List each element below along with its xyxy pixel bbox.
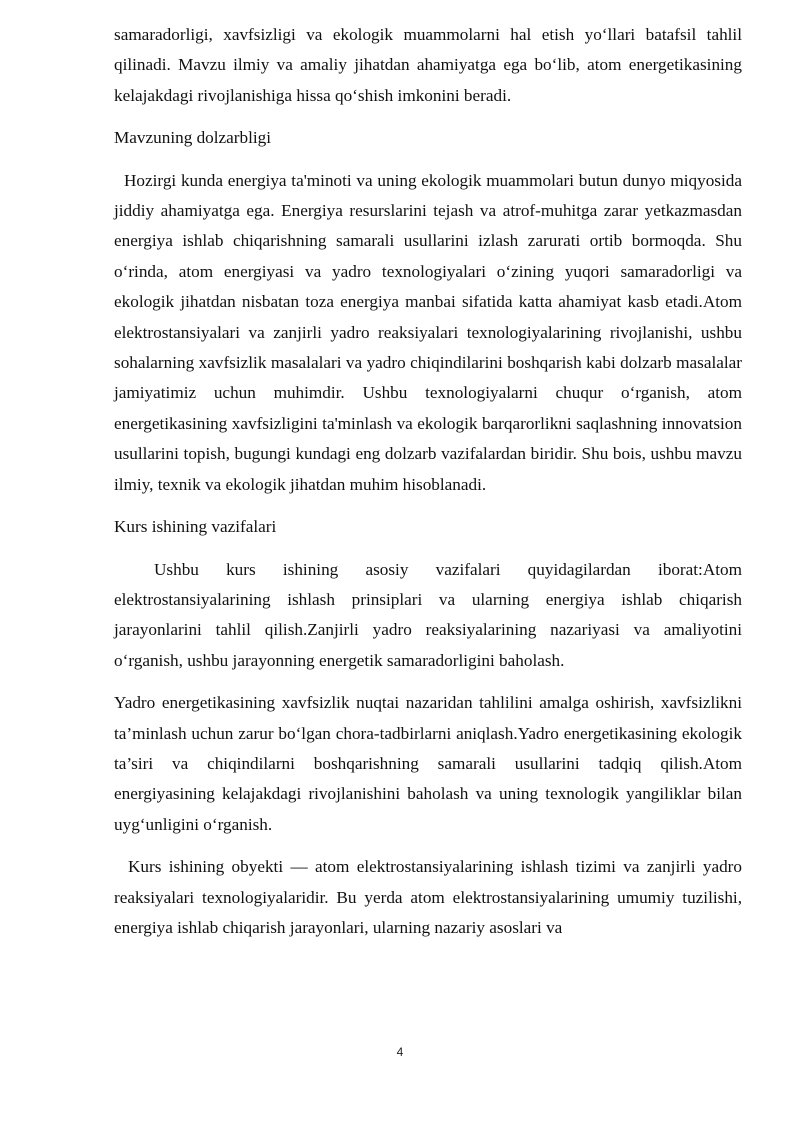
- heading-tasks: Kurs ishining vazifalari: [114, 517, 277, 537]
- paragraph-intro-continuation: samaradorligi, xavfsizligi va ekologik muammolarni hal etish yo‘llari batafsil tahlil qilinadi. Mavzu ilmiy va amaliy jihatdan ahamiyatga ega bo‘lib, atom energetikasining kelajakdagi rivojlanishiga hissa qo‘shish imkonini beradi.: [114, 25, 742, 105]
- paragraph-tasks-2: Yadro energetikasining xavfsizlik nuqtai nazaridan tahlilini amalga oshirish, xavfsizlikni ta’minlash uchun zarur bo‘lgan chora-tadbirlarni aniqlash.Yadro energetikasining ekologik ta’siri va chiqindilarni boshqarishning samarali usullarini tadqiq qilish.Atom energiyasining kelajakdagi rivojlanishini baholash va uning texnologik yangiliklar bilan uyg‘unligini o‘rganish.: [114, 693, 742, 834]
- paragraph-relevance: Hozirgi kunda energiya ta'minoti va uning ekologik muammolari butun dunyo miqyosida jiddiy ahamiyatga ega. Energiya resurslarini tejash va atrof-muhitga zarar yetkazmasdan energiya ishlab chiqarishning samarali usullarini izlash zarurati ortib bormoqda. Shu o‘rinda, atom energiyasi va yadro texnologiyalari o‘zining yuqori samaradorligi va ekologik jihatdan nisbatan toza energiya manbai sifatida katta ahamiyat kasb etadi.Atom elektrostansiyalari va zanjirli yadro reaksiyalari texnologiyalarining rivojlanishi, ushbu sohalarning xavfsizlik masalalari va yadro chiqindilarini boshqarish kabi dolzarb masalalar jamiyatimiz uchun muhimdir. Ushbu texnologiyalarni chuqur o‘rganish, atom energetikasining xavfsizligini ta'minlash va ekologik barqarorlikni saqlashning innovatsion usullarini topish, bugungi kundagi eng dolzarb vazifalardan biridir. Shu bois, ushbu mavzu ilmiy, texnik va ekologik jihatdan muhim hisoblanadi.: [114, 170, 742, 494]
- paragraph-tasks-1: Ushbu kurs ishining asosiy vazifalari quyidagilardan iborat:Atom elektrostansiyalarining ishlash prinsiplari va ularning energiya ishlab chiqarish jarayonlarini tahlil qilish.Zanjirli yadro reaksiyalarining nazariyasi va amaliyotini o‘rganish, ushbu jarayonning energetik samaradorligini baholash.: [114, 559, 742, 670]
- paragraph-object: Kurs ishining obyekti — atom elektrostansiyalarining ishlash tizimi va zanjirli yadro reaksiyalari texnologiyalaridir. Bu yerda atom elektrostansiyalarining umumiy tuzilishi, energiya ishlab chiqarish jarayonlari, ularning nazariy asoslari va: [114, 857, 742, 937]
- document-page: [114, 20, 742, 943]
- heading-relevance: Mavzuning dolzarbligi: [114, 128, 272, 148]
- page-number: 4: [396, 1045, 404, 1059]
